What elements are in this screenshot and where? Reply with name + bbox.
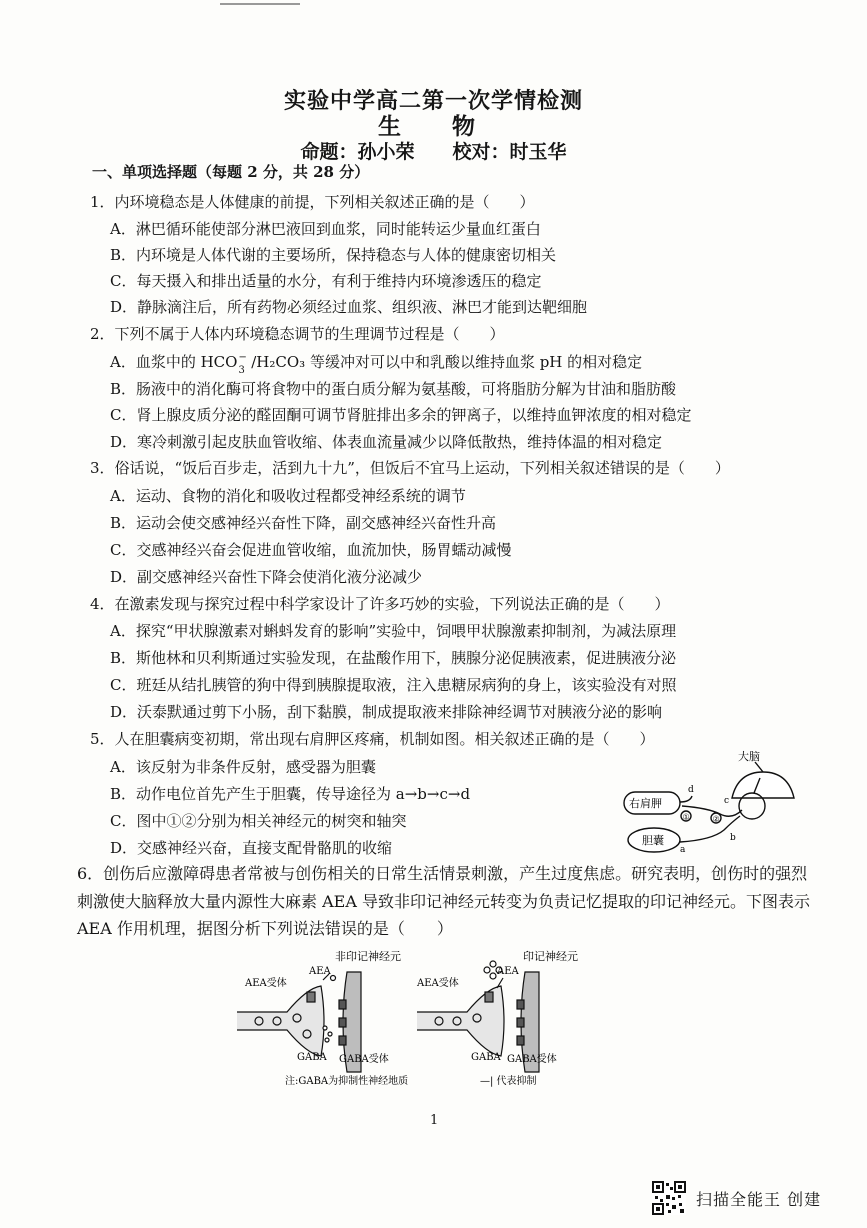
question-5-stem: 5．人在胆囊病变初期，常出现右肩胛区疼痛，机制如图。相关叙述正确的是（ ） [90,730,655,748]
section-heading: 一、单项选择题（每题 2 分，共 28 分） [92,163,370,181]
diagram-legend: —| 代表抑制 [480,1076,537,1087]
gallbladder-label: 胆囊 [642,834,664,847]
page-number: 1 [430,1113,439,1128]
question-4-option-c: C．班廷从结扎胰管的狗中得到胰腺提取液，注入患糖尿病狗的身上，该实验没有对照 [110,676,677,694]
q2a-ion-charge: − 3 [238,352,247,376]
shoulder-label: 右肩胛 [629,797,662,810]
label-right-gaba-receptor: GABA受体 [507,1054,557,1065]
question-5-option-a: A．该反射为非条件反射，感受器为胆囊 [110,758,376,776]
question-3-option-d: D．副交感神经兴奋性下降会使消化液分泌减少 [110,568,423,586]
question-3-option-c: C．交感神经兴奋会促进血管收缩，血流加快，肠胃蠕动减慢 [110,541,512,559]
question-2-stem: 2．下列不属于人体内环境稳态调节的生理调节过程是（ ） [90,325,505,343]
question-4-option-d: D．沃泰默通过剪下小肠，刮下黏膜，制成提取液来排除神经调节对胰液分泌的影响 [110,703,663,721]
brain-label: 大脑 [738,750,760,763]
label-c: c [724,796,730,806]
scan-artifact-line [220,3,300,5]
question-6-line-1: 6．创伤后应激障碍患者常被与创伤相关的日常生活情景刺激，产生过度焦虑。研究表明，创伤时的强烈 [77,864,808,883]
label-right-gaba: GABA [471,1052,501,1063]
label-left-receptor: AEA受体 [245,978,287,989]
exam-title: 实验中学高二第一次学情检测 [283,88,583,114]
question-6-line-2: 刺激使大脑释放大量内源性大麻素 AEA 导致非印记神经元转变为负责记忆提取的印记神经元。下图表示 [77,892,810,911]
question-5-option-c: C．图中①②分别为相关神经元的树突和轴突 [110,812,407,830]
q2a-text-post: /H₂CO₃ 等缓冲对可以中和乳酸以维持血浆 pH 的相对稳定 [246,353,643,371]
label-right-top: 印记神经元 [523,950,578,963]
nerve-path-d [680,796,692,802]
brain-pointer-line [755,762,763,772]
question-1-option-a: A．淋巴循环能使部分淋巴液回到血浆，同时能转运少量血红蛋白 [110,220,541,238]
question-6-line-3: AEA 作用机理，据图分析下列说法错误的是（ ） [77,919,453,938]
qr-code-icon [652,1181,686,1215]
scanner-watermark [652,1180,821,1216]
label-left-top: 非印记神经元 [335,950,401,963]
question-2-option-b: B．肠液中的消化酶可将食物中的蛋白质分解为氨基酸，可将脂肪分解为甘油和脂肪酸 [110,380,677,398]
label-left-gaba: GABA [297,1052,327,1063]
question-3-option-a: A．运动、食物的消化和吸收过程都受神经系统的调节 [110,487,466,505]
label-neuron-2: ② [712,814,720,824]
label-right-receptor: AEA受体 [417,978,459,989]
question-5-option-d: D．交感神经兴奋，直接支配骨骼肌的收缩 [110,839,393,857]
aea-synapse-diagram [235,948,595,1098]
question-2-option-a [110,352,643,376]
subject-title: 生 物 [378,113,489,140]
diagram-note: 注:GABA为抑制性神经地质 [285,1076,409,1087]
question-1-stem: 1．内环境稳态是人体健康的前提，下列相关叙述正确的是（ ） [90,193,535,211]
label-d: d [688,785,694,795]
exam-credits: 命题：孙小荣 校对：时玉华 [300,141,567,163]
brain-outline [732,772,794,798]
question-4-option-a: A．探究“甲状腺激素对蝌蚪发育的影响”实验中，饲喂甲状腺激素抑制剂，为减法原理 [110,622,677,640]
label-left-gaba-receptor: GABA受体 [339,1054,389,1065]
question-5-option-b: B．动作电位首先产生于胆囊，传导途径为 a→b→c→d [110,785,471,803]
question-4-stem: 4．在激素发现与探究过程中科学家设计了许多巧妙的实验，下列说法正确的是（ ） [90,595,670,613]
question-3-option-b: B．运动会使交感神经兴奋性下降，副交感神经兴奋性升高 [110,514,497,532]
label-right-aea: AEA [497,966,519,977]
label-a: a [680,845,686,855]
question-2-option-c: C．肾上腺皮质分泌的醛固酮可调节肾脏排出多余的钾离子，以维持血钾浓度的相对稳定 [110,406,692,424]
question-2-option-d: D．寒冷刺激引起皮肤血管收缩、体表血流量减少以降低散热，维持体温的相对稳定 [110,433,663,451]
reflex-arc-diagram [620,748,820,858]
label-neuron-1: ① [682,812,690,822]
question-1-option-c: C．每天摄入和排出适量的水分，有利于维持内环境渗透压的稳定 [110,272,542,290]
question-3-stem: 3．俗话说，“饭后百步走，活到九十九”，但饭后不宜马上运动，下列相关叙述错误的是（ ） [90,459,730,477]
question-1-option-d: D．静脉滴注后，所有药物必须经过血浆、组织液、淋巴才能到达靶细胞 [110,298,588,316]
label-left-aea: AEA [309,966,331,977]
question-4-option-b: B．斯他林和贝利斯通过实验发现，在盐酸作用下，胰腺分泌促胰液素，促进胰液分泌 [110,649,677,667]
question-1-option-b: B．内环境是人体代谢的主要场所，保持稳态与人体的健康密切相关 [110,246,557,264]
q2a-text-pre: A．血浆中的 HCO [110,353,238,371]
watermark-text: 扫描全能王 创建 [696,1189,822,1209]
label-b: b [730,833,736,843]
